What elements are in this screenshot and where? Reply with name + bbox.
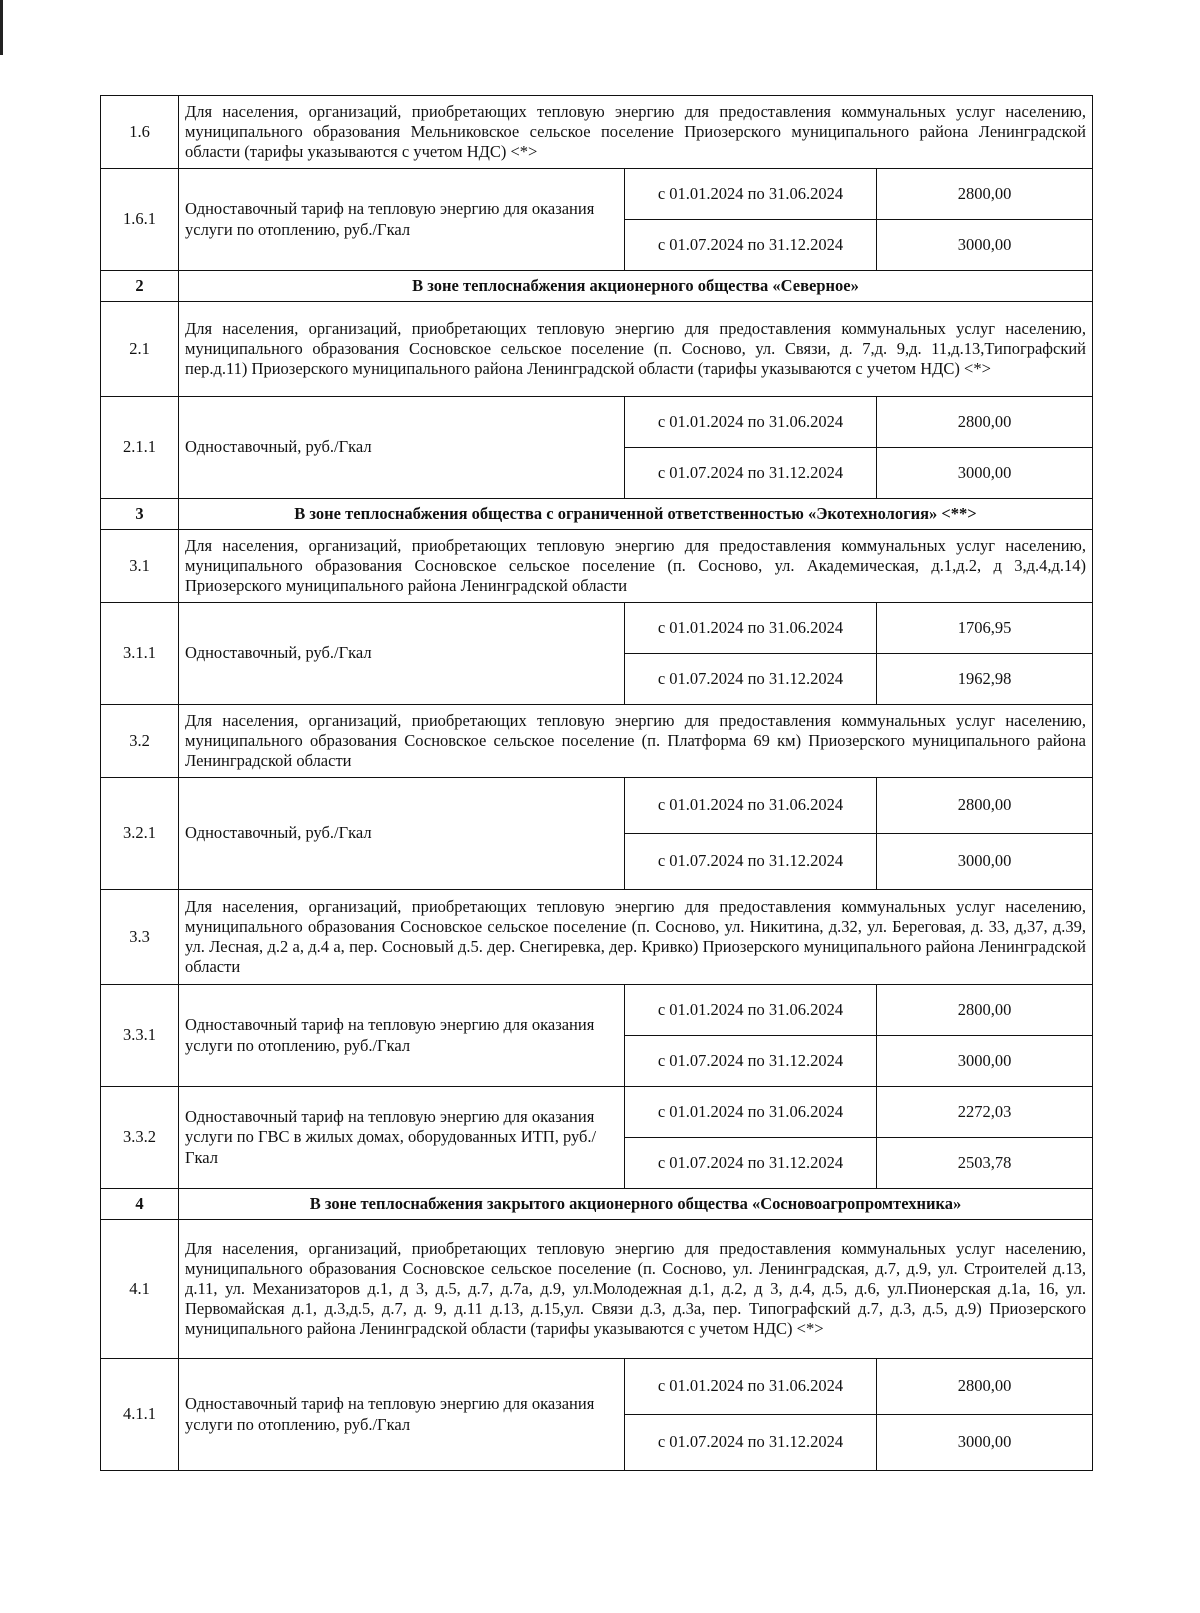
tariff-period: с 01.01.2024 по 31.06.2024: [625, 603, 877, 654]
tariff-label: Одноставочный, руб./Гкал: [179, 603, 625, 705]
tariff-period: с 01.07.2024 по 31.12.2024: [625, 834, 877, 890]
zone-number: 2: [101, 271, 179, 302]
tariff-period: с 01.07.2024 по 31.12.2024: [625, 1036, 877, 1087]
tariff-value: 1706,95: [877, 603, 1093, 654]
tariff-period: с 01.07.2024 по 31.12.2024: [625, 1415, 877, 1471]
row-number: 2.1.1: [101, 397, 179, 499]
zone-title: В зоне теплоснабжения акционерного общества «Северное»: [179, 271, 1093, 302]
zone-number: 4: [101, 1189, 179, 1220]
row-description: Для населения, организаций, приобретающих тепловую энергию для предоставления коммунальных услуг населению, муниципального образования Сосновское сельское поселение (п. Сосново, ул. Связи, д. 7,д. 9,д. 11,д.13,Типографский пер.д.11) Приозерского муниципального района Ленинградской области (тарифы указываются с учетом НДС) <*>: [179, 302, 1093, 397]
row-number: 3.3.1: [101, 985, 179, 1087]
tariff-period: с 01.07.2024 по 31.12.2024: [625, 448, 877, 499]
row-number: 3.1: [101, 530, 179, 603]
row-description: Для населения, организаций, приобретающих тепловую энергию для предоставления коммунальных услуг населению, муниципального образования Сосновское сельское поселение (п. Сосново, ул. Академическая, д.1,д.2, д 3,д.4,д.14) Приозерского муниципального района Ленинградской области: [179, 530, 1093, 603]
table-row: [101, 96, 1093, 169]
scan-edge-mark: [0, 0, 3, 55]
tariff-value: 2800,00: [877, 1359, 1093, 1415]
zone-title: В зоне теплоснабжения закрытого акционерного общества «Сосновоагропромтехника»: [179, 1189, 1093, 1220]
table-row: [101, 1359, 1093, 1415]
zone-row: [101, 499, 1093, 530]
tariff-value: 2800,00: [877, 169, 1093, 220]
table-row: [101, 603, 1093, 654]
table-row: [101, 169, 1093, 220]
table-row: [101, 302, 1093, 397]
tariff-value: 3000,00: [877, 834, 1093, 890]
tariff-label: Одноставочный тариф на тепловую энергию для оказания услуги по ГВС в жилых домах, оборудованных ИТП, руб./Гкал: [179, 1087, 625, 1189]
tariff-period: с 01.01.2024 по 31.06.2024: [625, 1087, 877, 1138]
table-row: [101, 530, 1093, 603]
tariff-period: с 01.01.2024 по 31.06.2024: [625, 778, 877, 834]
tariff-period: с 01.07.2024 по 31.12.2024: [625, 220, 877, 271]
row-description: Для населения, организаций, приобретающих тепловую энергию для предоставления коммунальных услуг населению, муниципального образования Сосновское сельское поселение (п. Сосново, ул. Ленинградская, д.7, д.9, ул. Строителей д.13, д.11, ул. Механизаторов д.1, д 3, д.5, д.7, д.7а, д.9, ул.Молодежная д.1, д.2, д 3, д.4, д.5, д.6, ул.Пионерская д.1а, 16, ул. Первомайская д.1, д.3,д.5, д.7, д. 9, д.11 д.13, д.15,ул. Связи д.3, д.3а, пер. Типографский д.7, д.3, д.5, д.9) Приозерского муниципального района Ленинградской области (тарифы указываются с учетом НДС) <*>: [179, 1220, 1093, 1359]
tariff-period: с 01.01.2024 по 31.06.2024: [625, 169, 877, 220]
row-description: Для населения, организаций, приобретающих тепловую энергию для предоставления коммунальных услуг населению, муниципального образования Мельниковское сельское поселение Приозерского муниципального района Ленинградской области (тарифы указываются с учетом НДС) <*>: [179, 96, 1093, 169]
table-row: [101, 985, 1093, 1036]
tariff-label: Одноставочный тариф на тепловую энергию для оказания услуги по отоплению, руб./Гкал: [179, 985, 625, 1087]
tariff-period: с 01.07.2024 по 31.12.2024: [625, 1138, 877, 1189]
table-row: [101, 1087, 1093, 1138]
row-number: 4.1.1: [101, 1359, 179, 1471]
row-number: 2.1: [101, 302, 179, 397]
tariff-label: Одноставочный, руб./Гкал: [179, 397, 625, 499]
zone-row: [101, 271, 1093, 302]
zone-title: В зоне теплоснабжения общества с ограниченной ответственностью «Экотехнология» <**>: [179, 499, 1093, 530]
tariff-period: с 01.01.2024 по 31.06.2024: [625, 985, 877, 1036]
tariff-value: 3000,00: [877, 448, 1093, 499]
row-number: 1.6.1: [101, 169, 179, 271]
tariff-value: 2272,03: [877, 1087, 1093, 1138]
tariff-period: с 01.07.2024 по 31.12.2024: [625, 654, 877, 705]
table-row: [101, 778, 1093, 834]
tariff-label: Одноставочный тариф на тепловую энергию для оказания услуги по отоплению, руб./Гкал: [179, 1359, 625, 1471]
row-number: 1.6: [101, 96, 179, 169]
row-description: Для населения, организаций, приобретающих тепловую энергию для предоставления коммунальных услуг населению, муниципального образования Сосновское сельское поселение (п. Платформа 69 км) Приозерского муниципального района Ленинградской области: [179, 705, 1093, 778]
tariff-value: 2800,00: [877, 985, 1093, 1036]
tariff-label: Одноставочный, руб./Гкал: [179, 778, 625, 890]
table-row: [101, 1220, 1093, 1359]
row-number: 3.3.2: [101, 1087, 179, 1189]
tariff-value: 3000,00: [877, 1415, 1093, 1471]
row-number: 3.2: [101, 705, 179, 778]
row-description: Для населения, организаций, приобретающих тепловую энергию для предоставления коммунальных услуг населению, муниципального образования Сосновское сельское поселение (п. Сосново, ул. Никитина, д.32, ул. Береговая, д. 33, д,37, д.39, ул. Лесная, д.2 а, д.4 а, пер. Сосновый д.5. дер. Снегиревка, дер. Кривко) Приозерского муниципального района Ленинградской области: [179, 890, 1093, 985]
tariff-value: 1962,98: [877, 654, 1093, 705]
table-row: [101, 890, 1093, 985]
row-number: 4.1: [101, 1220, 179, 1359]
zone-number: 3: [101, 499, 179, 530]
tariff-value: 2800,00: [877, 778, 1093, 834]
tariff-period: с 01.01.2024 по 31.06.2024: [625, 1359, 877, 1415]
tariff-label: Одноставочный тариф на тепловую энергию для оказания услуги по отоплению, руб./Гкал: [179, 169, 625, 271]
zone-row: [101, 1189, 1093, 1220]
table-row: [101, 397, 1093, 448]
tariff-period: с 01.01.2024 по 31.06.2024: [625, 397, 877, 448]
row-number: 3.3: [101, 890, 179, 985]
tariff-value: 3000,00: [877, 1036, 1093, 1087]
row-number: 3.1.1: [101, 603, 179, 705]
tariff-table: [100, 95, 1093, 1471]
tariff-value: 2800,00: [877, 397, 1093, 448]
tariff-value: 2503,78: [877, 1138, 1093, 1189]
row-number: 3.2.1: [101, 778, 179, 890]
table-row: [101, 705, 1093, 778]
tariff-value: 3000,00: [877, 220, 1093, 271]
